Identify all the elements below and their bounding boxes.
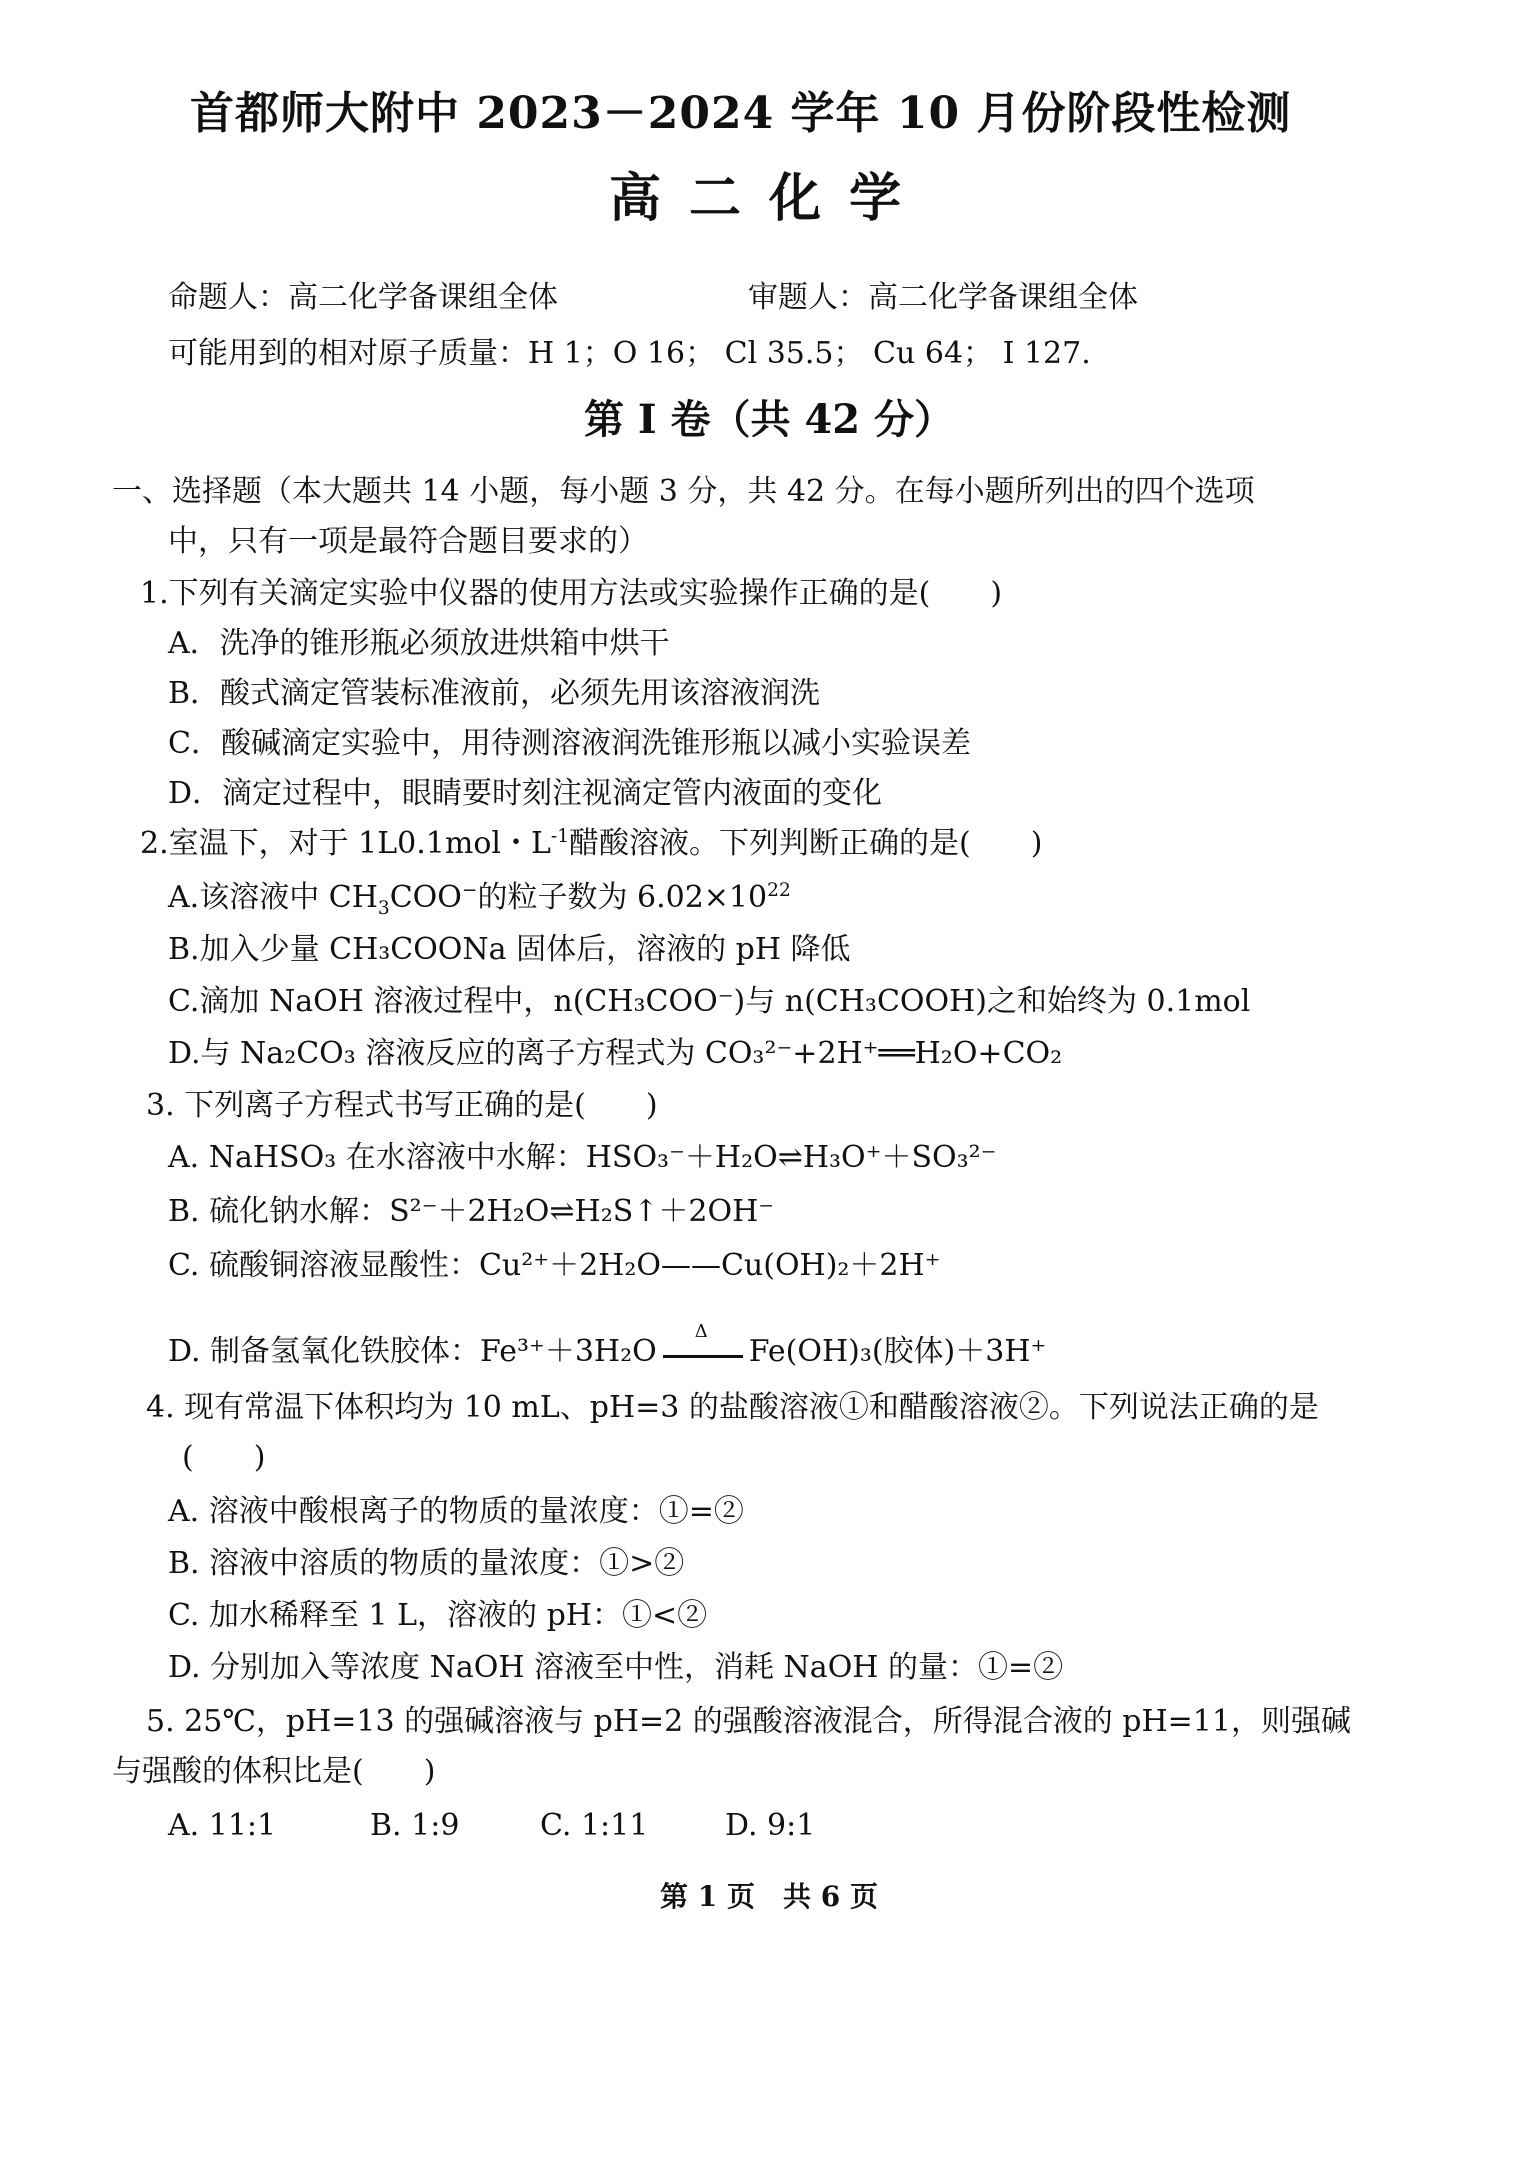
question-5-option-c: C. 1:11 [540,1808,649,1843]
question-3-stem: 3. 下列离子方程式书写正确的是( ) [146,1088,658,1123]
question-5-stem-line2: 与强酸的体积比是( ) [112,1754,436,1789]
question-4-stem-line1: 4. 现有常温下体积均为 10 mL、pH=3 的盐酸溶液①和醋酸溶液②。下列说法正确的是 [146,1390,1319,1425]
delta-symbol: Δ [694,1321,708,1342]
question-1-option-c: C．酸碱滴定实验中，用待测溶液润洗锥形瓶以减小实验误差 [168,726,971,761]
question-4-option-b: B. 溶液中溶质的物质的量浓度：①>② [168,1546,685,1581]
question-2-stem: 2.室温下，对于 1L0.1mol・$L^{-1}$醋酸溶液。下列判断正确的是( ) [140,826,1043,861]
question-2-option-d: D.与 Na₂CO₃ 溶液反应的离子方程式为 CO₃²⁻+2H⁺══H₂O+CO₂ [168,1036,1063,1071]
question-4-stem-line2: ( ) [182,1440,266,1475]
question-2-option-a-post: 的粒子数为 6.02×10 [477,880,768,915]
section-instruction-line2: 中，只有一项是最符合题目要求的） [168,524,648,559]
exam-title: 首都师大附中 2023－2024 学年 10 月份阶段性检测 [190,88,1292,139]
question-3-option-a: A. NaHSO₃ 在水溶液中水解：HSO₃⁻＋H₂O⇌H₃O⁺＋SO₃²⁻ [168,1140,997,1175]
atomic-masses: 可能用到的相对原子质量：H 1；O 16； Cl 35.5； Cu 64； I 127. [168,336,1091,371]
question-3-option-d-post: Fe(OH)₃(胶体)＋3H⁺ [748,1334,1047,1369]
question-2-stem-pre: 2.室温下，对于 1L0.1mol・L [140,826,551,861]
question-4-option-c: C. 加水稀释至 1 L，溶液的 pH：①<② [168,1598,708,1633]
question-3-option-c: C. 硫酸铜溶液显酸性：Cu²⁺＋2H₂O——Cu(OH)₂＋2H⁺ [168,1248,941,1283]
question-2-option-b: B.加入少量 CH₃COONa 固体后，溶液的 pH 降低 [168,932,851,967]
section-instruction-line1: 一、选择题（本大题共 14 小题，每小题 3 分，共 42 分。在每小题所列出的四个选项 [112,474,1255,509]
question-4-option-d: D. 分别加入等浓度 NaOH 溶液至中性，消耗 NaOH 的量：①=② [168,1650,1064,1685]
question-2-stem-post: 醋酸溶液。下列判断正确的是( ) [569,826,1043,861]
question-2-option-a-mid: COO [389,880,462,915]
part-title: 第 I 卷（共 42 分） [583,396,955,443]
question-1-option-b: B．酸式滴定管装标准液前，必须先用该溶液润洗 [168,676,821,711]
question-1-option-d: D．滴定过程中，眼睛要时刻注视滴定管内液面的变化 [168,776,883,811]
question-1-stem: 1.下列有关滴定实验中仪器的使用方法或实验操作正确的是( ) [140,576,1003,611]
question-4-option-a: A. 溶液中酸根离子的物质的量浓度：①=② [168,1494,744,1529]
page-number: 第 1 页 共 6 页 [660,1880,878,1913]
author-label: 命题人：高二化学备课组全体 [168,280,558,315]
question-5-option-b: B. 1:9 [370,1808,460,1843]
subject-title: 高二化学 [608,168,929,229]
question-2-option-a-pre: A.该溶液中 CH [168,880,378,915]
question-5-option-d: D. 9:1 [725,1808,816,1843]
question-2-option-a: A.该溶液中 $CH_3COO^-$的粒子数为 $6.02\times 10^{22}$ [168,880,791,919]
question-2-option-c: C.滴加 NaOH 溶液过程中，n(CH₃COO⁻)与 n(CH₃COOH)之和始终为 0.1mol [168,984,1251,1019]
reviewer-label: 审题人：高二化学备课组全体 [748,280,1138,315]
question-5-option-a: A. 11:1 [168,1808,277,1843]
question-1-option-a: A．洗净的锥形瓶必须放进烘箱中烘干 [168,626,670,661]
question-3-option-d [168,1321,1047,1370]
question-3-option-d-pre: D. 制备氢氧化铁胶体：Fe³⁺＋3H₂O [168,1334,657,1369]
question-3-option-b: B. 硫化钠水解：S²⁻＋2H₂O⇌H₂S↑＋2OH⁻ [168,1194,775,1229]
heat-equals-sign [663,1321,743,1363]
question-5-stem-line1: 5. 25℃，pH=13 的强碱溶液与 pH=2 的强酸溶液混合，所得混合液的 pH=11，则强碱 [146,1704,1351,1739]
